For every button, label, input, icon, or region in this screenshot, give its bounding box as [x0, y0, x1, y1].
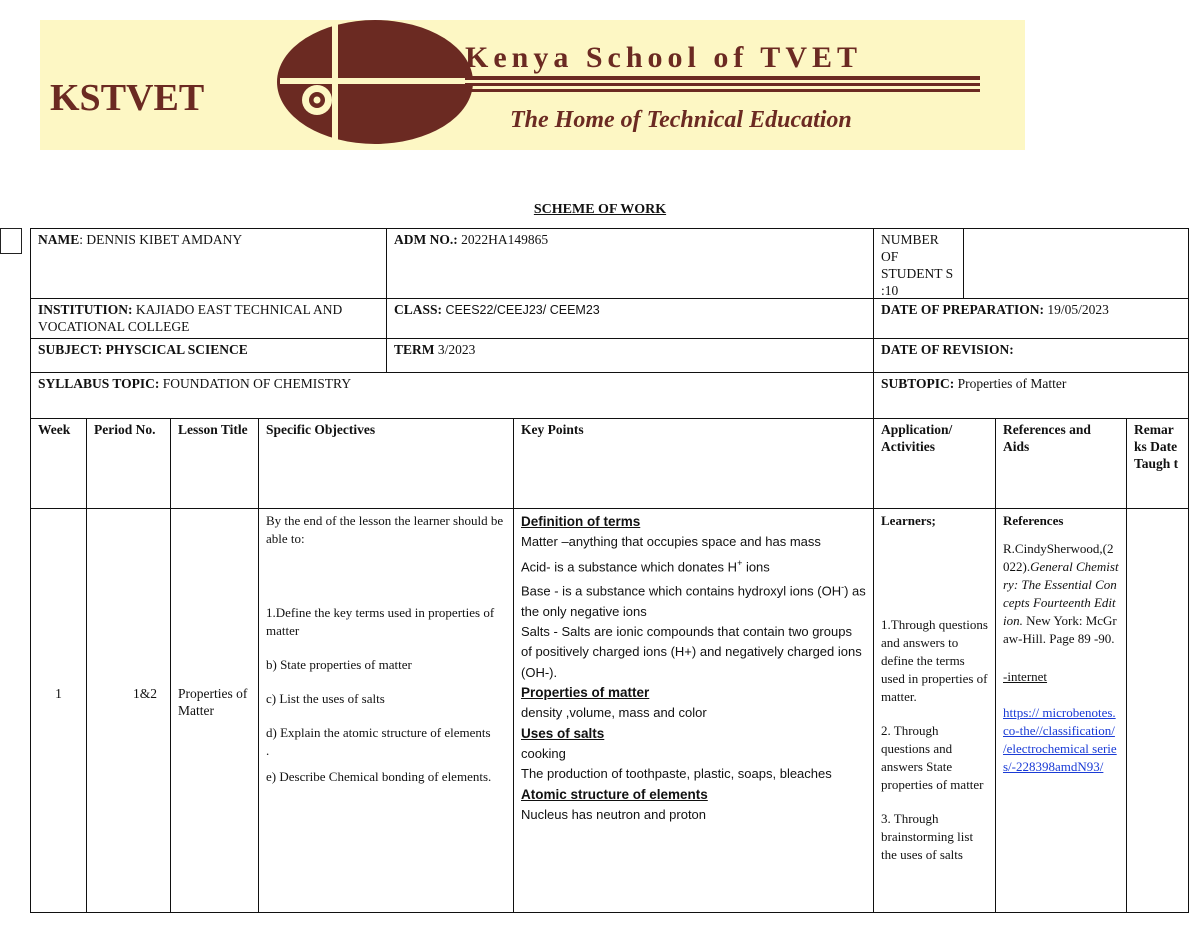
reference-url-link[interactable]: https:// microbenotes.co-the//classification/ /electrochemical series/-228398amdN93/: [1003, 705, 1117, 774]
term-value: 3/2023: [434, 342, 476, 357]
syllabus-cell: [31, 373, 873, 418]
kp-heading-properties: Properties of matter: [521, 685, 650, 701]
objective-3: c) List the uses of salts: [266, 691, 385, 706]
students-value-cell[interactable]: [964, 229, 1188, 298]
institution-cell: [31, 299, 386, 338]
objectives-intro: By the end of the lesson the learner should be able to:: [266, 513, 504, 546]
lesson-title-value: Properties of Matter: [178, 686, 248, 718]
kp-heading-atomic: Atomic structure of elements: [521, 786, 708, 802]
activities-heading: Learners;: [881, 513, 936, 528]
col-activities: Application/ Activities: [881, 422, 953, 454]
objective-1: 1.Define the key terms used in properties of matter: [266, 605, 495, 638]
period-value: 1&2: [132, 686, 157, 701]
institution-value: KAJIADO EAST TECHNICAL AND VOCATIONAL COLLEGE: [38, 302, 343, 334]
prep-value: 19/05/2023: [1044, 302, 1109, 317]
key-points-cell: [514, 510, 873, 910]
kstvet-banner: [40, 20, 1025, 150]
subtopic-cell: [874, 373, 1188, 418]
reference-internet: -internet: [1003, 669, 1048, 684]
term-cell: [387, 339, 873, 372]
col-references: References and Aids: [1003, 422, 1091, 454]
objective-dot: .: [266, 743, 270, 758]
adm-label: ADM NO.:: [394, 232, 458, 247]
kp-cooking: cooking: [521, 745, 566, 761]
class-value: CEES22/CEEJ23/ CEEM23: [442, 303, 600, 317]
activity-2: 2. Through questions and answers State properties of matter: [881, 723, 984, 792]
col-lesson-title: Lesson Title: [178, 422, 248, 437]
kp-heading-uses: Uses of salts: [521, 725, 605, 741]
margin-checkbox[interactable]: [0, 228, 22, 254]
objective-5: e) Describe Chemical bonding of elements.: [266, 769, 492, 784]
references-heading: References: [1003, 513, 1064, 528]
subject-cell: [31, 339, 386, 372]
banner-rule-2: [465, 83, 980, 86]
preparation-cell: [874, 299, 1188, 338]
revision-label: DATE OF REVISION:: [881, 342, 1014, 357]
kp-heading-definitions: Definition of terms: [521, 514, 641, 529]
objective-2: b) State properties of matter: [266, 657, 412, 672]
syllabus-value: FOUNDATION OF CHEMISTRY: [159, 376, 352, 391]
school-name: Kenya School of TVET: [465, 41, 862, 74]
name-value: : DENNIS KIBET AMDANY: [79, 232, 243, 247]
week-value: 1: [55, 686, 62, 701]
activity-3: 3. Through brainstorming list the uses of salts: [881, 811, 974, 862]
subtopic-label: SUBTOPIC:: [881, 376, 955, 391]
document-title: SCHEME OF WORK: [533, 202, 667, 217]
kp-base: Base - is a substance which contains hydroxyl ions (OH-) as the only negative ions: [521, 582, 866, 619]
class-cell: [387, 299, 873, 338]
references-cell: [996, 510, 1126, 910]
students-cell: [874, 229, 963, 298]
col-key-points: Key Points: [521, 422, 584, 437]
col-remarks: Remar ks Date Taugh t: [1134, 422, 1179, 471]
subject-label: SUBJECT: PHYSCICAL SCIENCE: [38, 342, 248, 357]
prep-label: DATE OF PREPARATION:: [881, 302, 1044, 317]
students-label: NUMBER OF STUDENT S :10: [881, 232, 954, 298]
col-week: Week: [38, 422, 71, 437]
kp-properties: density ,volume, mass and color: [521, 705, 707, 721]
col-objectives: Specific Objectives: [266, 422, 376, 437]
adm-value: 2022HA149865: [457, 232, 549, 247]
adm-cell: [387, 229, 873, 298]
activity-1: 1.Through questions and answers to define the terms used in properties of matter.: [881, 617, 988, 704]
objective-4: d) Explain the atomic structure of elements: [266, 725, 491, 740]
banner-tagline: The Home of Technical Education: [510, 107, 852, 133]
institution-label: INSTITUTION:: [38, 302, 133, 317]
objectives-cell: [259, 510, 513, 910]
name-label: NAME: [38, 232, 80, 247]
subtopic-value: Properties of Matter: [954, 376, 1067, 391]
kp-matter: Matter –anything that occupies space and has mass: [521, 534, 821, 550]
revision-cell: [874, 339, 1188, 372]
banner-rule-1: [465, 76, 980, 80]
term-label: TERM: [394, 342, 435, 357]
kp-production: The production of toothpaste, plastic, soaps, bleaches: [521, 766, 832, 782]
kp-acid: Acid- is a substance which donates H+ ions: [521, 557, 770, 574]
banner-rule-3: [465, 89, 980, 92]
reference-1: R.CindySherwood,(2022).General Chemistry: The Essential Concepts Fourteenth Edition. New York: McGraw-Hill. Page 89 -90.: [1003, 541, 1119, 646]
kp-salts: Salts - Salts are ionic compounds that contain two groups of positively charged ions (H+) and negatively charged ions (OH-).: [521, 624, 862, 680]
syllabus-label: SYLLABUS TOPIC:: [38, 376, 160, 391]
logo-text: KSTVET: [50, 77, 205, 119]
activities-cell: [874, 510, 995, 910]
class-label: CLASS:: [394, 302, 443, 317]
name-cell: [31, 229, 386, 298]
kp-nucleus: Nucleus has neutron and proton: [521, 806, 707, 822]
col-period: Period No.: [94, 422, 156, 437]
